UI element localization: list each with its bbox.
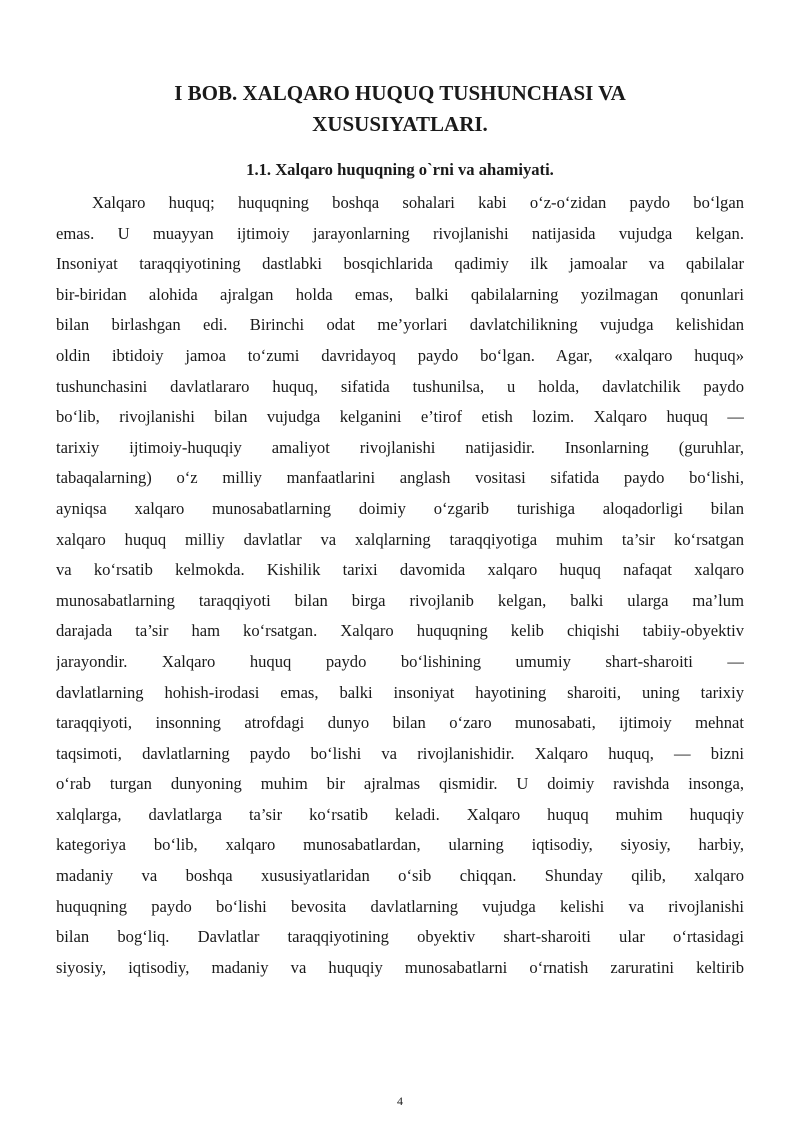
text-line: bo‘lib, rivojlanishi bilan vujudga kelganini e’tirof etish lozim. Xalqaro huquq — [56,407,744,427]
text-line: ayniqsa xalqaro munosabatlarning doimiy o‘zgarib turishiga aloqadorligi bilan [56,498,744,518]
body-paragraph [56,188,744,983]
page-number: 4 [397,1094,403,1108]
text-line: bilan birlashgan edi. Birinchi odat me’yorlari davlatchilikning vujudga kelishidan [56,315,744,335]
section-title: 1.1. Xalqaro huquqning o`rni va ahamiyati. [246,160,554,179]
text-line: Insoniyat taraqqiyotining dastlabki bosqichlarida qadimiy ilk jamoalar va qabilalar [56,254,744,274]
chapter-title: I BOB. XALQARO HUQUQ TUSHUNCHASI VA XUSUSIYATLARI. [174,81,626,136]
text-line: huquqning paydo bo‘lishi bevosita davlatlarning vujudga kelishi va rivojlanishi [56,896,744,916]
text-line: munosabatlarning taraqqiyoti bilan birga rivojlanib kelgan, balki ularga ma’lum [56,590,744,610]
text-line: tarixiy ijtimoiy-huquqiy amaliyot rivojlanishi natijasidir. Insonlarning (guruhlar, [56,437,744,457]
text-line: emas. U muayyan ijtimoiy jarayonlarning rivojlanishi natijasida vujudga kelgan. [56,223,744,243]
text-line: bir-biridan alohida ajralgan holda emas, balki qabilalarning yozilmagan qonunlari [56,284,744,304]
text-line: xalqlarga, davlatlarga ta’sir ko‘rsatib keladi. Xalqaro huquq muhim huquqiy [56,804,744,824]
text-line: tabaqalarning) o‘z milliy manfaatlarini anglash vositasi sifatida paydo bo‘lishi, [56,468,744,488]
text-line: siyosiy, iqtisodiy, madaniy va huquqiy munosabatlarni o‘rnatish zaruratini keltirib [56,957,744,977]
text-line: o‘rab turgan dunyoning muhim bir ajralmas qismidir. U doimiy ravishda insonga, [56,774,744,794]
text-line: kategoriya bo‘lib, xalqaro munosabatlardan, ularning iqtisodiy, siyosiy, harbiy, [56,835,744,855]
text-line: va ko‘rsatib kelmokda. Kishilik tarixi davomida xalqaro huquq nafaqat xalqaro [56,560,744,580]
text-line: madaniy va boshqa xususiyatlaridan o‘sib chiqqan. Shunday qilib, xalqaro [56,866,744,886]
text-line: oldin ibtidoiy jamoa to‘zumi davridayoq paydo bo‘lgan. Agar, «xalqaro huquq» [56,345,744,365]
text-line: tushunchasini davlatlararo huquq, sifatida tushunilsa, u holda, davlatchilik paydo [56,376,744,396]
text-line: xalqaro huquq milliy davlatlar va xalqlarning taraqqiyotiga muhim ta’sir ko‘rsatgan [56,529,744,549]
text-line: taraqqiyoti, insonning atrofdagi dunyo bilan o‘zaro munosabati, ijtimoiy mehnat [56,713,744,733]
text-line: taqsimoti, davlatlarning paydo bo‘lishi va rivojlanishidir. Xalqaro huquq, — bizni [56,743,744,763]
text-line: darajada ta’sir ham ko‘rsatgan. Xalqaro huquqning kelib chiqishi tabiiy-obyektiv [56,621,744,641]
text-line: bilan bog‘liq. Davlatlar taraqqiyotining obyektiv shart-sharoiti ular o‘rtasidagi [56,927,744,947]
text-line: jarayondir. Xalqaro huquq paydo bo‘lishining umumiy shart-sharoiti — [56,651,744,671]
text-line: davlatlarning hohish-irodasi emas, balki insoniyat hayotining sharoiti, uning tarixiy [56,682,744,702]
text-line: Xalqaro huquq; huquqning boshqa sohalari kabi o‘z-o‘zidan paydo bo‘lgan [92,193,744,212]
